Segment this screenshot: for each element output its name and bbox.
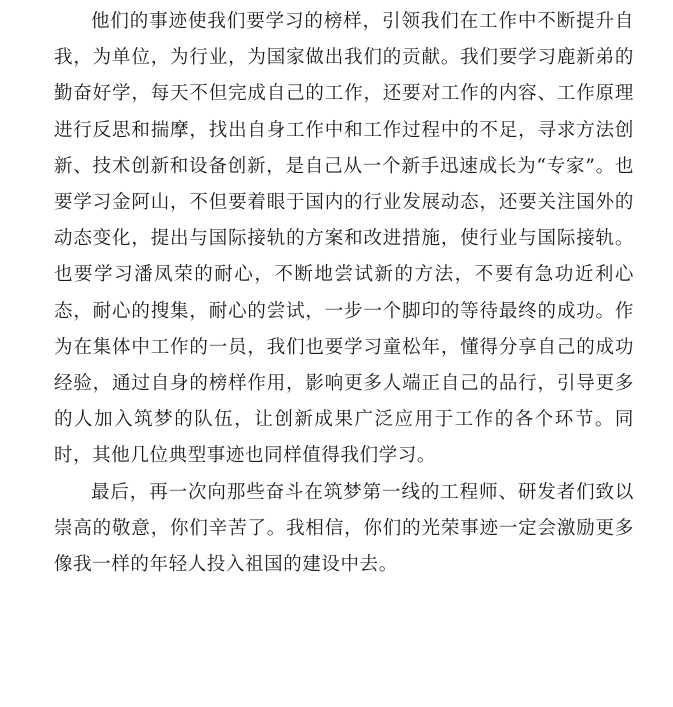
paragraph-role-models: 他们的事迹使我们要学习的榜样，引领我们在工作中不断提升自我，为单位，为行业，为国家做出我们的贡献。我们要学习鹿新弟的勤奋好学，每天不但完成自己的工作，还要对工作的内容、工作原理进行反思和揣摩，找出自身工作中和工作过程中的不足，寻求方法创新、技术创新和设备创新，是自己从一个新手迅速成长为“专家”。也要学习金阿山，不但要着眼于国内的行业发展动态，还要关注国外的动态变化，提出与国际接轨的方案和改进措施，使行业与国际接轨。也要学习潘凤荣的耐心，不断地尝试新的方法，不要有急功近利心态，耐心的搜集，耐心的尝试，一步一个脚印的等待最终的成功。作为在集体中工作的一员，我们也要学习童松年，懂得分享自己的成功经验，通过自身的榜样作用，影响更多人端正自己的品行，引导更多的人加入筑梦的队伍，让创新成果广泛应用于工作的各个环节。同时，其他几位典型事迹也同样值得我们学习。 <box>54 11 634 467</box>
document-body <box>54 0 634 583</box>
paragraph-closing: 最后，再一次向那些奋斗在筑梦第一线的工程师、研发者们致以崇高的敬意，你们辛苦了。我相信，你们的光荣事迹一定会激励更多像我一样的年轻人投入祖国的建设中去。 <box>54 481 634 576</box>
